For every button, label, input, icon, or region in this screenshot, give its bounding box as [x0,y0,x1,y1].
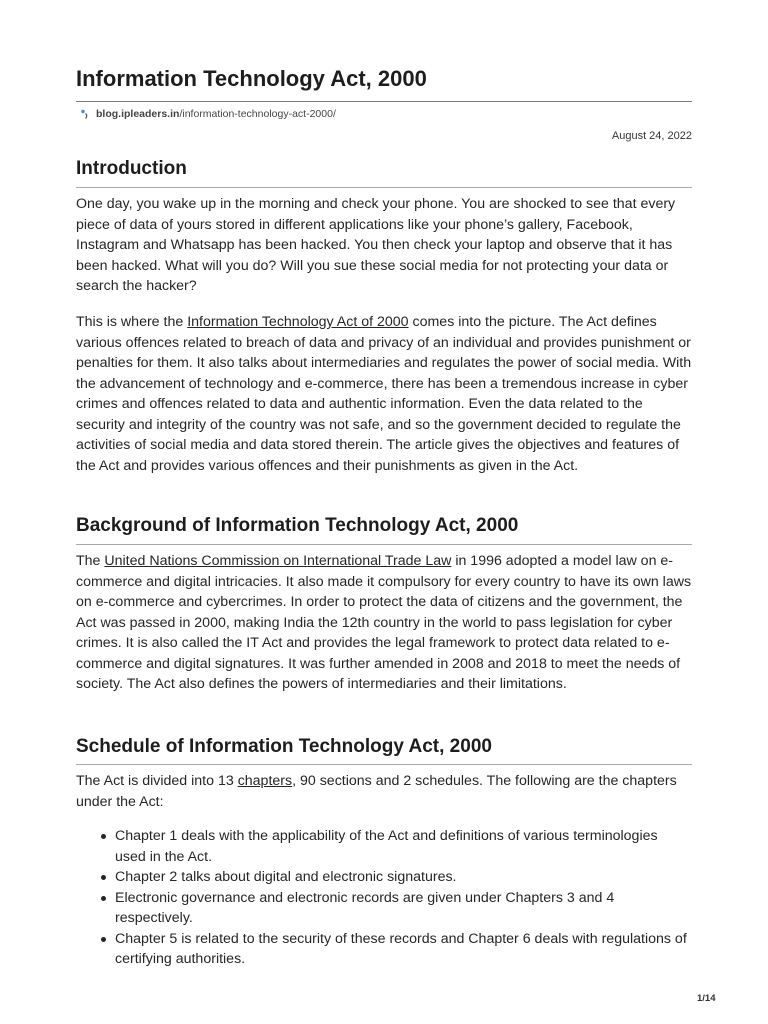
publish-date: August 24, 2022 [611,130,692,142]
text-span: , 90 sections and 2 schedules. The following are the chapters under the Act: [76,773,677,810]
section-heading-background: Background of Information Technology Act, 2000 [76,515,519,536]
list-item: Electronic governance and electronic records are given under Chapters 3 and 4 respectively. [76,888,692,929]
section-divider [76,187,692,188]
source-domain[interactable]: blog.ipleaders.in [96,108,180,120]
chapter-list [76,826,692,970]
chapters-link[interactable]: chapters [237,773,293,789]
page-number: 1/14 [697,993,716,1004]
schedule-paragraph [76,771,692,812]
link-icon [79,108,91,120]
intro-paragraph-2 [76,312,692,476]
background-paragraph [76,551,692,695]
intro-paragraph-1: One day, you wake up in the morning and check your phone. You are shocked to see that every piece of data of yours stored in different applications like your phone’s gallery, Facebook, Instagram and Whatsapp has been hacked. You then check your laptop and observe that it has been hacked. What will you do? Will you sue these social media for not protecting your data or search the hacker? [76,196,676,294]
section-heading-introduction: Introduction [76,158,187,179]
section-heading-schedule: Schedule of Information Technology Act, 2000 [76,736,492,757]
source-link[interactable] [79,108,336,120]
list-item: Chapter 2 talks about digital and electronic signatures. [76,867,692,888]
text-span: The Act is divided into 13 [76,773,238,789]
section-divider [76,544,692,545]
text-span: This is where the [76,314,188,330]
list-item: Chapter 1 deals with the applicability of the Act and definitions of various terminologies used in the Act. [76,826,692,867]
uncitral-link[interactable]: United Nations Commission on International Trade Law [104,553,452,569]
page-title: Information Technology Act, 2000 [76,66,427,91]
text-span: comes into the picture. The Act defines various offences related to breach of data and privacy of an individual and provides punishment or penalties for them. It also talks about intermediaries and regulates the power of social media. With the advancement of technology and e-commerce, there has been a tremendous increase in cyber crimes and offences related to data and authentic information. Even the data related to the security and integrity of the country was not safe, and so the government decided to regulate the activities of social media and data stored therein. The article gives the objectives and features of the Act and provides various offences and their punishments as given in the Act. [76,314,692,474]
list-item: Chapter 5 is related to the security of these records and Chapter 6 deals with regulations of certifying authorities. [76,929,692,970]
source-path[interactable]: /information-technology-act-2000/ [179,108,336,120]
text-span: The [76,553,105,569]
text-span: in 1996 adopted a model law on e-commerce and digital intricacies. It also made it compulsory for every country to have its own laws on e-commerce and cybercrimes. In order to protect the data of citizens and the government, the Act was passed in 2000, making India the 12th country in the world to pass legislation for cyber crimes. It is also called the IT Act and provides the legal framework to protect data related to e-commerce and digital signatures. It was further amended in 2008 and 2018 to meet the needs of society. The Act also defines the powers of intermediaries and their limitations. [76,553,692,692]
it-act-link[interactable]: Information Technology Act of 2000 [187,314,409,330]
section-divider [76,764,692,765]
title-divider [76,101,692,102]
